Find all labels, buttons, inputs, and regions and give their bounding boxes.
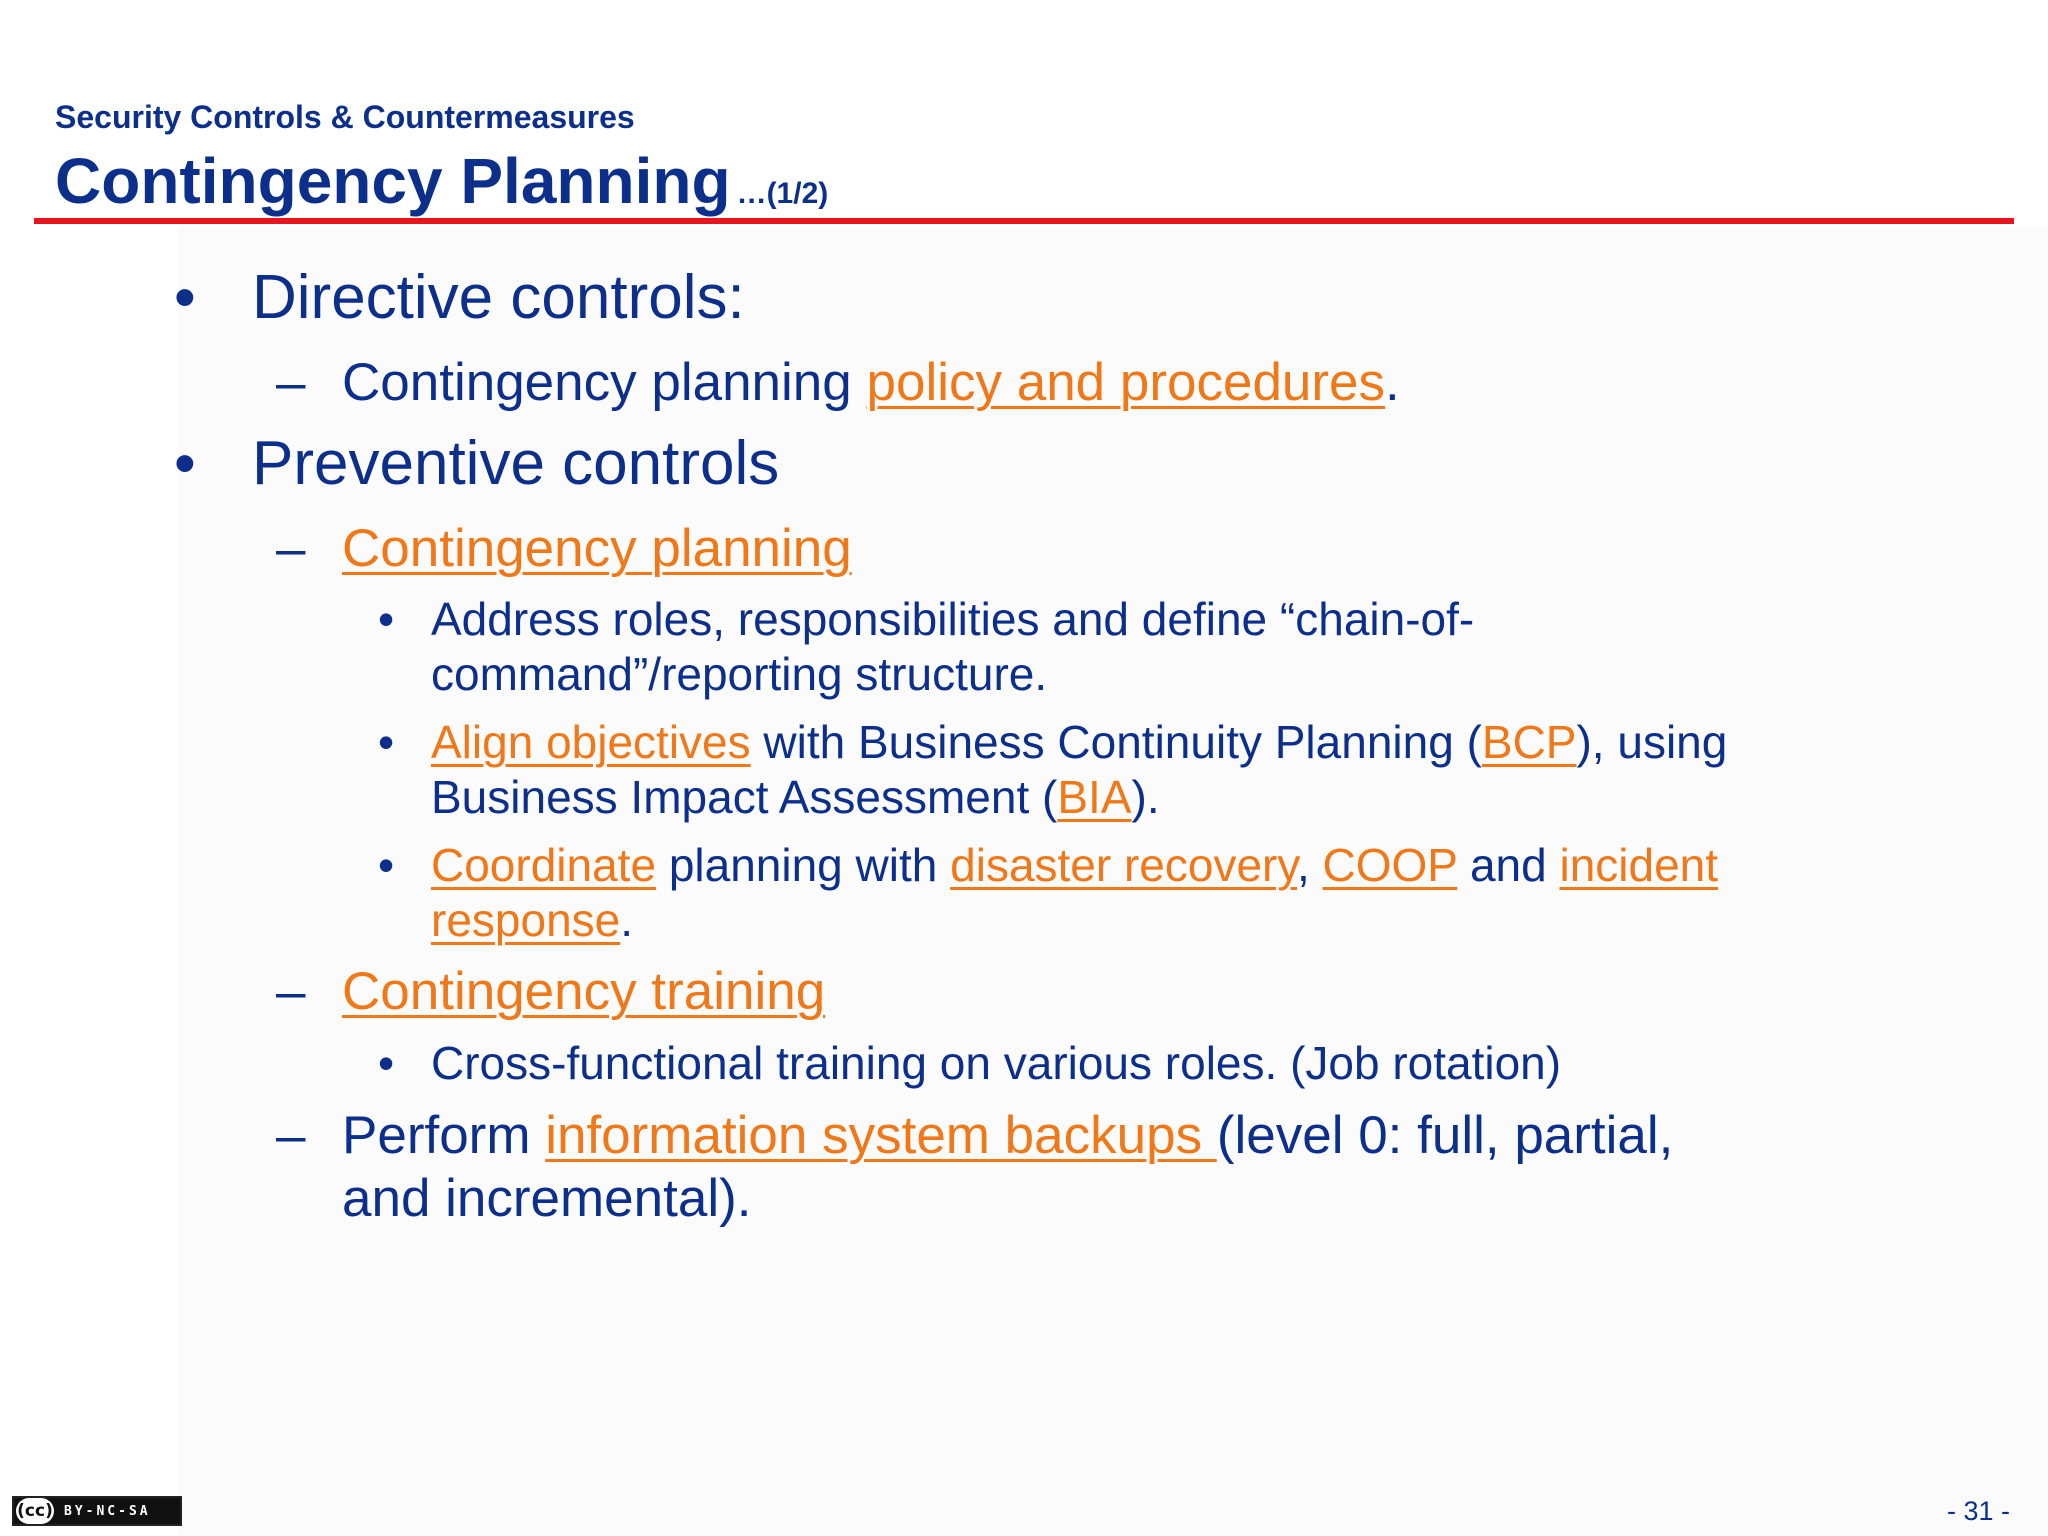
sub-bullet-contingency-training bbox=[342, 961, 825, 1022]
bullet-marker: • bbox=[174, 263, 196, 332]
period-text: . bbox=[620, 894, 634, 946]
align-objectives-link[interactable]: Align objectives bbox=[431, 716, 751, 768]
coop-link[interactable]: COOP bbox=[1322, 839, 1458, 891]
and-text: and bbox=[1457, 839, 1560, 891]
item-align-line2 bbox=[431, 770, 1160, 824]
cc-icon: (cc) bbox=[16, 1498, 54, 1524]
dash-marker: – bbox=[276, 519, 306, 578]
sub-bullet-backups-line2: and incremental). bbox=[342, 1169, 752, 1228]
incident-link[interactable]: incident bbox=[1559, 839, 1719, 891]
page-title-suffix: …(1/2) bbox=[736, 177, 829, 210]
backup-prefix: Perform bbox=[342, 1106, 546, 1165]
policy-prefix: Contingency planning bbox=[342, 353, 867, 412]
comma-text: , bbox=[1296, 839, 1323, 891]
item-roles-line1: Address roles, responsibilities and define “chain-of- bbox=[431, 593, 1475, 645]
dash-marker: – bbox=[276, 1106, 306, 1165]
license-text: BY-NC-SA bbox=[64, 1503, 151, 1519]
bullet-directive-controls: Directive controls: bbox=[252, 263, 745, 332]
bcp-link[interactable]: BCP bbox=[1481, 716, 1577, 768]
coordinate-mid-text: planning with bbox=[656, 839, 951, 891]
policy-suffix: . bbox=[1385, 353, 1400, 412]
section-subtitle: Security Controls & Countermeasures bbox=[55, 99, 635, 135]
bullet-marker: • bbox=[378, 839, 395, 891]
title-divider bbox=[34, 218, 2014, 224]
sub-bullet-backups-line1 bbox=[342, 1105, 1673, 1166]
sub-bullet-policy bbox=[342, 352, 1400, 413]
bullet-preventive-controls: Preventive controls bbox=[252, 429, 780, 498]
item-align-line1 bbox=[431, 715, 1727, 769]
contingency-training-link[interactable]: Contingency training bbox=[342, 962, 826, 1021]
bullet-marker: • bbox=[378, 1037, 395, 1089]
item-roles-line2: command”/reporting structure. bbox=[431, 648, 1048, 700]
dash-marker: – bbox=[276, 353, 306, 412]
bullet-marker: • bbox=[378, 716, 395, 768]
response-link[interactable]: response bbox=[431, 894, 621, 946]
page-number: - 31 - bbox=[1946, 1496, 2010, 1526]
item-cross-functional: Cross-functional training on various roles. (Job rotation) bbox=[431, 1037, 1562, 1089]
bia-link[interactable]: BIA bbox=[1057, 771, 1132, 823]
bullet-marker: • bbox=[174, 429, 196, 498]
sub-bullet-contingency-planning bbox=[342, 518, 852, 579]
backup-suffix: (level 0: full, partial, bbox=[1216, 1106, 1674, 1165]
bia-prefix-text: Business Impact Assessment ( bbox=[431, 771, 1058, 823]
item-coordinate-line2 bbox=[431, 893, 633, 947]
align-after-text: ), using bbox=[1576, 716, 1728, 768]
bullet-marker: • bbox=[378, 593, 395, 645]
information-system-backups-link[interactable]: information system backups bbox=[545, 1106, 1217, 1165]
bia-suffix-text: ). bbox=[1131, 771, 1160, 823]
disaster-recovery-link[interactable]: disaster recovery bbox=[950, 839, 1297, 891]
cc-license-badge bbox=[12, 1496, 182, 1526]
contingency-planning-link[interactable]: Contingency planning bbox=[342, 519, 852, 578]
policy-procedures-link[interactable]: policy and procedures bbox=[866, 353, 1386, 412]
item-coordinate-line1 bbox=[431, 838, 1718, 892]
coordinate-link[interactable]: Coordinate bbox=[431, 839, 657, 891]
dash-marker: – bbox=[276, 962, 306, 1021]
align-mid-text: with Business Continuity Planning ( bbox=[750, 716, 1482, 768]
page-title-text: Contingency Planning bbox=[55, 145, 731, 217]
